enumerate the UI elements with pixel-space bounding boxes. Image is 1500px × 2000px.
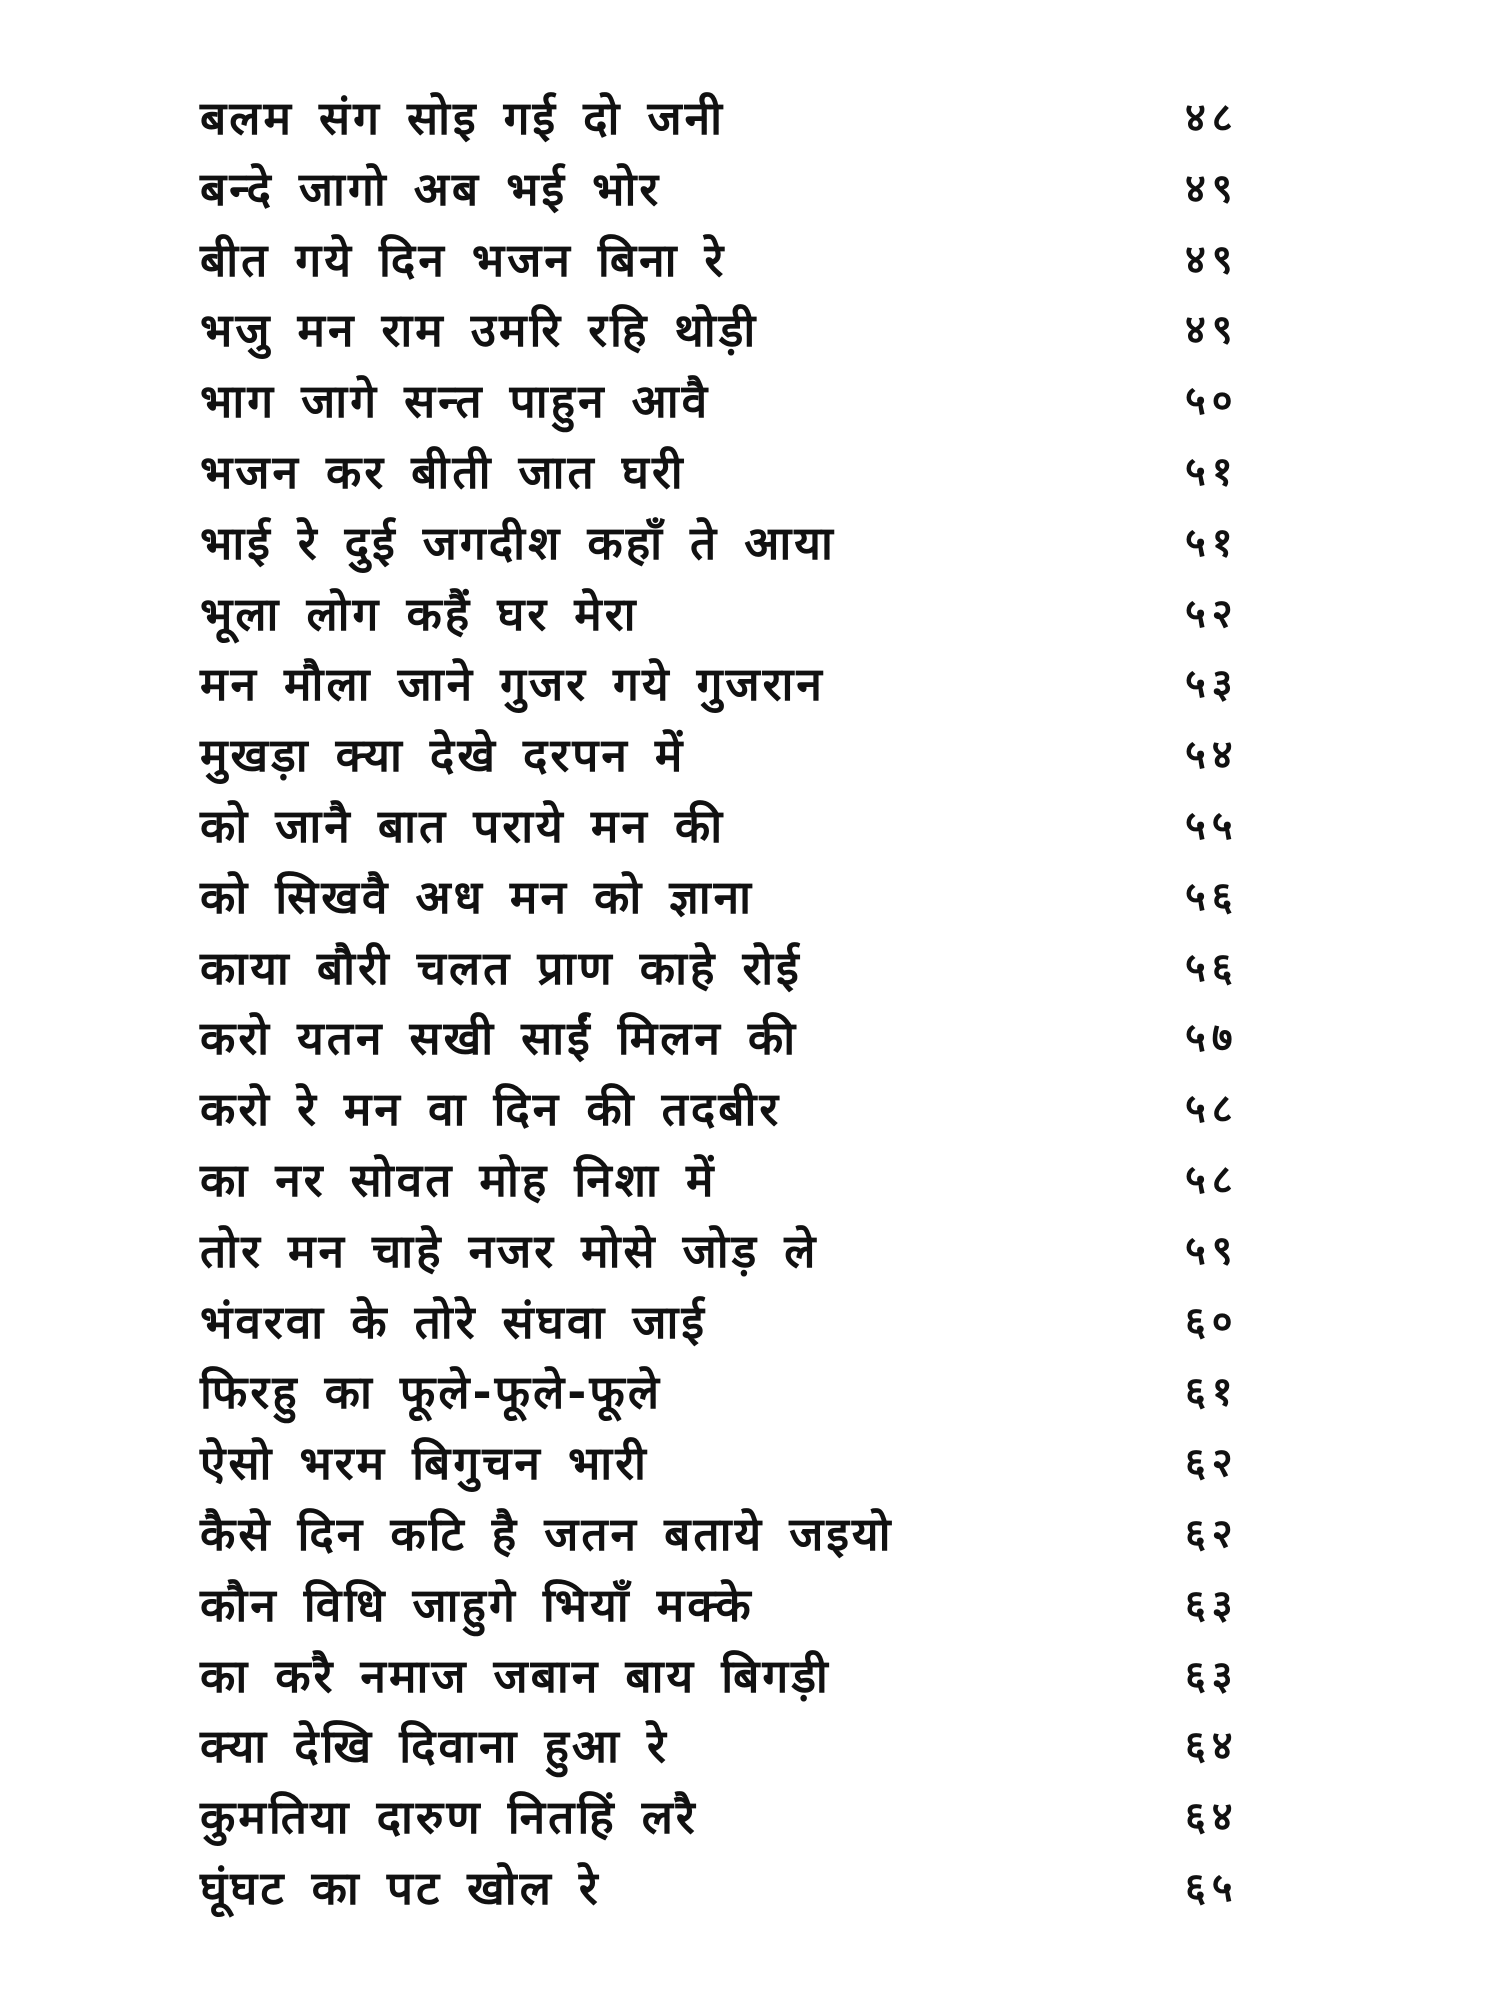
toc-entry-title: का नर सोवत मोह निशा में — [200, 1152, 717, 1207]
toc-entry-page-number: ६३ — [1185, 1581, 1239, 1628]
toc-entry-page-number: ४९ — [1185, 165, 1239, 212]
toc-row — [0, 88, 1500, 159]
toc-row — [0, 867, 1500, 938]
toc-entry-title: क्या देखि दिवाना हुआ रे — [200, 1719, 669, 1774]
toc-row — [0, 938, 1500, 1009]
toc-row — [0, 159, 1500, 230]
toc-entry-title: बलम संग सोइ गई दो जनी — [200, 91, 726, 145]
toc-entry-title: करो यतन सखी साईं मिलन की — [200, 1011, 799, 1066]
toc-entry-page-number: ६४ — [1185, 1794, 1239, 1841]
toc-entry-title: करो रे मन वा दिन की तदबीर — [200, 1082, 782, 1137]
toc-entry-title: भजु मन राम उमरि रहि थोड़ी — [200, 303, 759, 358]
toc-row — [0, 1362, 1500, 1433]
toc-entry-page-number: ५६ — [1185, 944, 1239, 991]
toc-entry-title: भाई रे दुई जगदीश कहाँ ते आया — [200, 515, 836, 570]
toc-entry-title: तोर मन चाहे नजर मोसे जोड़ ले — [200, 1223, 819, 1278]
toc-row — [0, 725, 1500, 796]
toc-entry-title: को सिखवै अध मन को ज्ञाना — [200, 869, 755, 924]
toc-row — [0, 654, 1500, 725]
toc-entry-page-number: ६३ — [1185, 1652, 1239, 1699]
toc-entry-page-number: ५४ — [1185, 732, 1239, 779]
toc-entry-title: भजन कर बीती जात घरी — [200, 444, 686, 499]
toc-entry-title: ऐसो भरम बिगुचन भारी — [200, 1436, 649, 1491]
toc-entry-title: बन्दे जागो अब भई भोर — [200, 161, 662, 216]
toc-entry-page-number: ६५ — [1185, 1864, 1239, 1911]
toc-entry-title: का करै नमाज जबान बाय बिगड़ी — [200, 1648, 831, 1703]
toc-entry-title: कौन विधि जाहुगे भियाँ मक्के — [200, 1577, 754, 1632]
toc-row — [0, 1575, 1500, 1646]
toc-entry-title: भूला लोग कहैं घर मेरा — [200, 586, 639, 641]
toc-row — [0, 300, 1500, 371]
toc-entry-page-number: ५२ — [1185, 590, 1239, 637]
toc-row — [0, 1716, 1500, 1787]
toc-entry-title: को जानै बात पराये मन की — [200, 798, 726, 853]
table-of-contents — [0, 88, 1500, 1929]
toc-row — [0, 584, 1500, 655]
toc-entry-title: बीत गये दिन भजन बिना रे — [200, 232, 727, 287]
toc-entry-page-number: ५९ — [1185, 1227, 1239, 1274]
toc-row — [0, 1292, 1500, 1363]
toc-entry-page-number: ५५ — [1185, 802, 1239, 849]
toc-row — [0, 1787, 1500, 1858]
toc-entry-page-number: ६० — [1185, 1298, 1239, 1345]
toc-entry-page-number: ६४ — [1185, 1723, 1239, 1770]
toc-row — [0, 1504, 1500, 1575]
toc-entry-title: भंवरवा के तोरे संघवा जाई — [200, 1294, 707, 1349]
toc-row — [0, 1150, 1500, 1221]
toc-row — [0, 513, 1500, 584]
toc-entry-page-number: ६२ — [1185, 1510, 1239, 1557]
toc-entry-page-number: ६१ — [1185, 1369, 1239, 1416]
toc-row — [0, 230, 1500, 301]
toc-row — [0, 1008, 1500, 1079]
toc-entry-page-number: ५१ — [1185, 519, 1239, 566]
toc-row — [0, 1646, 1500, 1717]
toc-entry-page-number: ५० — [1185, 378, 1239, 425]
toc-entry-page-number: ५७ — [1185, 1015, 1239, 1062]
toc-entry-title: काया बौरी चलत प्राण काहे रोई — [200, 940, 802, 995]
toc-entry-title: कुमतिया दारुण नितहिं लरै — [200, 1790, 698, 1845]
toc-entry-page-number: ४९ — [1185, 307, 1239, 354]
toc-row — [0, 371, 1500, 442]
toc-entry-title: भाग जागे सन्त पाहुन आवै — [200, 374, 711, 429]
toc-entry-title: कैसे दिन कटि है जतन बताये जइयो — [200, 1506, 894, 1561]
toc-entry-page-number: ४९ — [1185, 236, 1239, 283]
toc-entry-page-number: ५६ — [1185, 873, 1239, 920]
toc-entry-page-number: ४८ — [1185, 95, 1239, 141]
toc-entry-page-number: ५३ — [1185, 661, 1239, 708]
toc-entry-page-number: ५८ — [1185, 1156, 1239, 1203]
toc-row — [0, 1079, 1500, 1150]
toc-entry-page-number: ५८ — [1185, 1086, 1239, 1133]
toc-row — [0, 796, 1500, 867]
toc-entry-page-number: ६२ — [1185, 1440, 1239, 1487]
toc-row — [0, 1221, 1500, 1292]
toc-entry-title: मुखड़ा क्या देखे दरपन में — [200, 728, 686, 783]
toc-row — [0, 442, 1500, 513]
toc-row — [0, 1858, 1500, 1929]
toc-entry-title: फिरहु का फूले-फूले-फूले — [200, 1365, 663, 1420]
toc-row — [0, 1433, 1500, 1504]
toc-entry-title: मन मौला जाने गुजर गये गुजरान — [200, 657, 825, 712]
toc-entry-page-number: ५१ — [1185, 448, 1239, 495]
toc-entry-title: घूंघट का पट खोल रे — [200, 1860, 601, 1915]
